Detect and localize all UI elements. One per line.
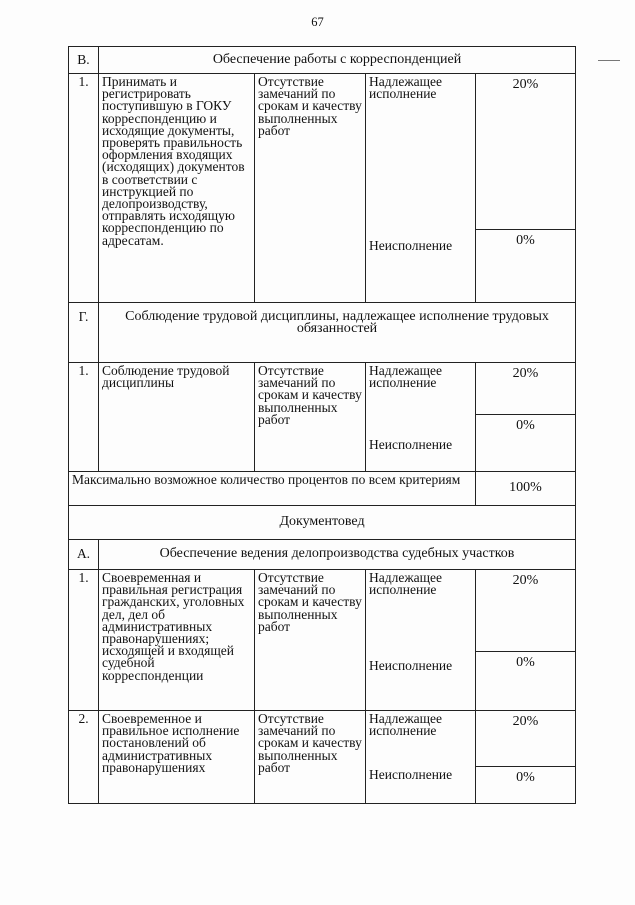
bad-label: Неисполнение (369, 436, 453, 452)
bad-percent: 0% (476, 651, 575, 710)
criterion-cell: Отсутствие замечаний по срокам и качеству выполненных работ (255, 74, 366, 303)
table-row (69, 74, 576, 303)
bad-percent: 0% (476, 766, 575, 803)
bad-label: Неисполнение (369, 657, 453, 673)
task-cell: Своевременная и правильная регистрация гражданских, уголовных дел, дел об административных правонарушениях; исходящей и входящей судебной корреспонденции (99, 570, 255, 711)
table-row (69, 363, 576, 472)
good-label: Надлежащее исполнение (369, 711, 443, 739)
row-number: 1. (69, 570, 99, 711)
criterion-cell: Отсутствие замечаний по срокам и качеству выполненных работ (255, 570, 366, 711)
criteria-table (68, 46, 576, 804)
good-percent: 20% (512, 366, 539, 381)
row-number: 1. (69, 74, 99, 303)
good-label: Надлежащее исполнение (369, 363, 443, 391)
criterion-cell: Отсутствие замечаний по срокам и качеству выполненных работ (255, 711, 366, 804)
bad-label: Неисполнение (369, 766, 453, 782)
total-percent: 100% (476, 472, 576, 506)
task-cell: Соблюдение трудовой дисциплины (99, 363, 255, 472)
bad-label: Неисполнение (369, 237, 453, 253)
section-letter: В. (69, 47, 99, 74)
good-percent: 20% (512, 77, 539, 92)
evaluation-cell (366, 711, 476, 804)
section-letter: Г. (69, 303, 99, 363)
task-cell: Своевременное и правильное исполнение постановлений об административных правонарушениях (99, 711, 255, 804)
total-row (69, 472, 576, 506)
section-title: Обеспечение ведения делопроизводства судебных участков (99, 540, 576, 570)
good-percent: 20% (512, 573, 539, 588)
section-title: Обеспечение работы с корреспонденцией (99, 47, 576, 74)
percent-cell (476, 711, 576, 804)
percent-cell (476, 74, 576, 303)
criterion-cell: Отсутствие замечаний по срокам и качеству выполненных работ (255, 363, 366, 472)
bad-percent: 0% (476, 229, 575, 302)
task-cell: Принимать и регистрировать поступившую в ГОКУ корреспонденцию и исходящие документы, проверять правильность оформления входящих (исходящих) документов в соответствии с инструкцией по делопроизводству, отправлять исходящую корреспонденцию по адресатам. (99, 74, 255, 303)
good-label: Надлежащее исполнение (369, 74, 443, 102)
percent-cell (476, 363, 576, 472)
position-title: Документовед (69, 506, 576, 540)
evaluation-cell (366, 363, 476, 472)
page-number: 67 (311, 15, 324, 29)
evaluation-cell (366, 74, 476, 303)
table-row (69, 711, 576, 804)
total-label: Максимально возможное количество процентов по всем критериям (69, 472, 476, 506)
section-title: Соблюдение трудовой дисциплины, надлежащее исполнение трудовых обязанностей (99, 303, 576, 363)
percent-cell (476, 570, 576, 711)
good-label: Надлежащее исполнение (369, 570, 443, 598)
section-header-g (69, 303, 576, 363)
row-number: 1. (69, 363, 99, 472)
good-percent: 20% (512, 714, 539, 729)
position-row (69, 506, 576, 540)
table-row (69, 570, 576, 711)
section-header-v (69, 47, 576, 74)
evaluation-cell (366, 570, 476, 711)
margin-mark (598, 60, 620, 61)
section-header-a (69, 540, 576, 570)
bad-percent: 0% (476, 414, 575, 471)
row-number: 2. (69, 711, 99, 804)
section-letter: А. (69, 540, 99, 570)
